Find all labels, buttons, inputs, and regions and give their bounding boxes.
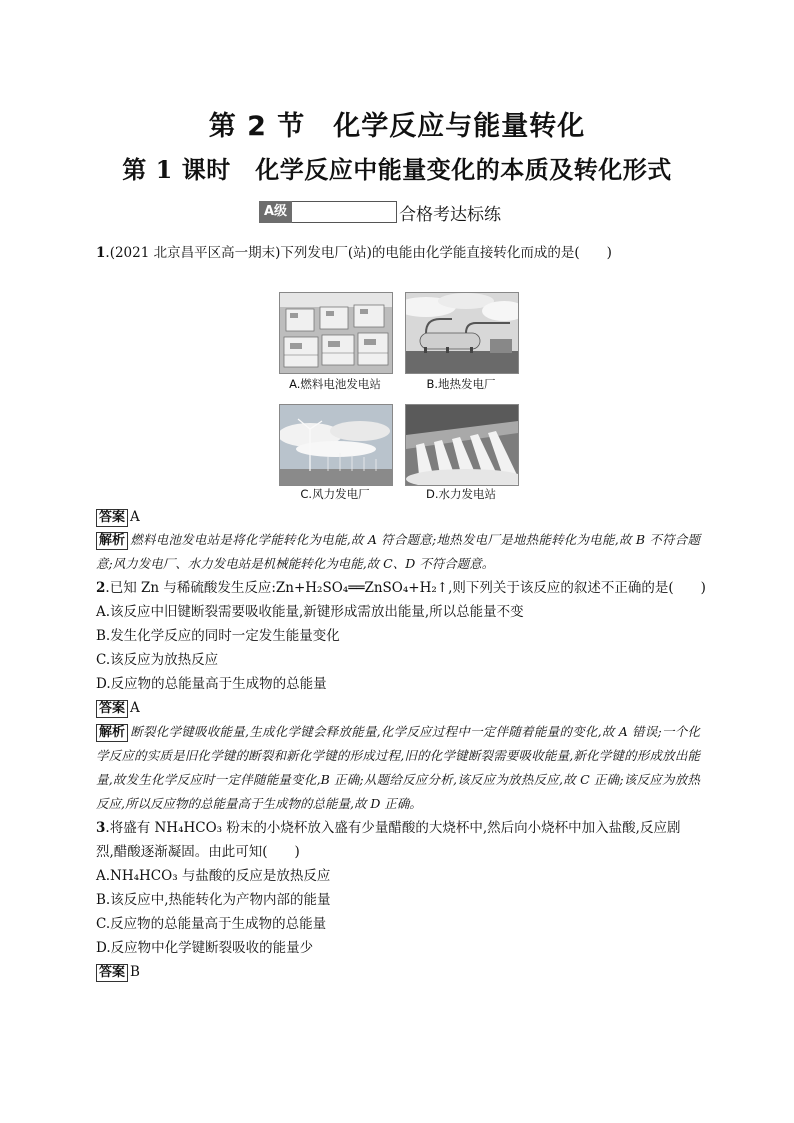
explain-text: 燃料电池发电站是将化学能转化为电能,故 A 符合题意;地热发电厂是地热能转化为电能,故 B 不符合题意;风力发电厂、水力发电站是机械能转化为电能,故 C、D 不符合题意。	[96, 532, 700, 571]
level-badge: A级	[259, 201, 292, 223]
hydro-dam-image	[405, 404, 519, 486]
answer-tag: 答案	[96, 700, 128, 718]
answer-value: A	[130, 509, 140, 525]
q2-option-b: B.发生化学反应的同时一定发生能量变化	[96, 628, 340, 644]
level-label: 合格考达标练	[399, 204, 502, 225]
caption-d: D.水力发电站	[425, 487, 496, 501]
explain-tag: 解析	[96, 532, 128, 550]
question-number: 1	[96, 245, 106, 261]
caption-c: C.风力发电厂	[300, 487, 370, 501]
level-header	[259, 199, 501, 225]
lesson-title: 第 1 课时 化学反应中能量变化的本质及转化形式	[122, 155, 672, 184]
q1-explanation	[96, 528, 700, 576]
answer-tag: 答案	[96, 509, 128, 527]
answer-value: A	[130, 700, 140, 716]
q3-option-b: B.该反应中,热能转化为产物内部的能量	[96, 892, 331, 908]
hydro-dam-icon	[406, 405, 518, 485]
geothermal-plant-icon	[406, 293, 518, 373]
explain-text: 断裂化学键吸收能量,生成化学键会释放能量,化学反应过程中一定伴随着能量的变化,故 A 错误;一个化学反应的实质是旧化学键的断裂和新化学键的形成过程,旧的化学键断裂需要吸收能量,新化学键的形成放出能量,故发生化学反应时一定伴随能量变化,B 正确;从题给反应分析,该反应为放热反应,故 C 正确;该反应为放热反应,所以反应物的总能量高于生成物的总能量,故 D 正确。	[96, 724, 700, 811]
caption-b: B.地热发电厂	[426, 377, 496, 391]
wind-farm-image	[279, 404, 393, 486]
geothermal-plant-image	[405, 292, 519, 374]
question-2	[96, 579, 706, 597]
fuel-cell-station-icon	[280, 293, 392, 373]
q3-option-c: C.反应物的总能量高于生成物的总能量	[96, 916, 327, 932]
caption-a: A.燃料电池发电站	[289, 377, 381, 391]
section-title: 第 2 节 化学反应与能量转化	[208, 111, 586, 142]
q2-explanation	[96, 720, 700, 816]
q1-answer	[96, 507, 140, 527]
fuel-cell-station-image	[279, 292, 393, 374]
level-underline-box	[292, 201, 397, 223]
explain-tag: 解析	[96, 724, 128, 742]
question-text: .已知 Zn 与稀硫酸发生反应:Zn+H₂SO₄══ZnSO₄+H₂↑,则下列关于该反应的叙述不正确的是( )	[105, 580, 706, 596]
q2-answer	[96, 698, 140, 718]
question-3	[96, 819, 680, 837]
q3-answer	[96, 962, 140, 982]
q2-option-d: D.反应物的总能量高于生成物的总能量	[96, 676, 327, 692]
question-1	[96, 244, 612, 262]
question-number: 3	[96, 820, 106, 836]
answer-tag: 答案	[96, 964, 128, 982]
answer-value: B	[130, 964, 140, 980]
question-text-line1: .将盛有 NH₄HCO₃ 粉末的小烧杯放入盛有少量醋酸的大烧杯中,然后向小烧杯中加入盐酸,反应剧	[105, 820, 681, 836]
wind-farm-icon	[280, 405, 392, 485]
q3-option-a: A.NH₄HCO₃ 与盐酸的反应是放热反应	[96, 868, 331, 884]
q2-option-c: C.该反应为放热反应	[96, 652, 219, 668]
q2-option-a: A.该反应中旧键断裂需要吸收能量,新键形成需放出能量,所以总能量不变	[96, 604, 524, 620]
q3-option-d: D.反应物中化学键断裂吸收的能量少	[96, 940, 314, 956]
question-3-line2: 烈,醋酸逐渐凝固。由此可知( )	[96, 844, 300, 860]
question-number: 2	[96, 580, 106, 596]
question-text: .(2021 北京昌平区高一期末)下列发电厂(站)的电能由化学能直接转化而成的是( )	[105, 245, 612, 261]
